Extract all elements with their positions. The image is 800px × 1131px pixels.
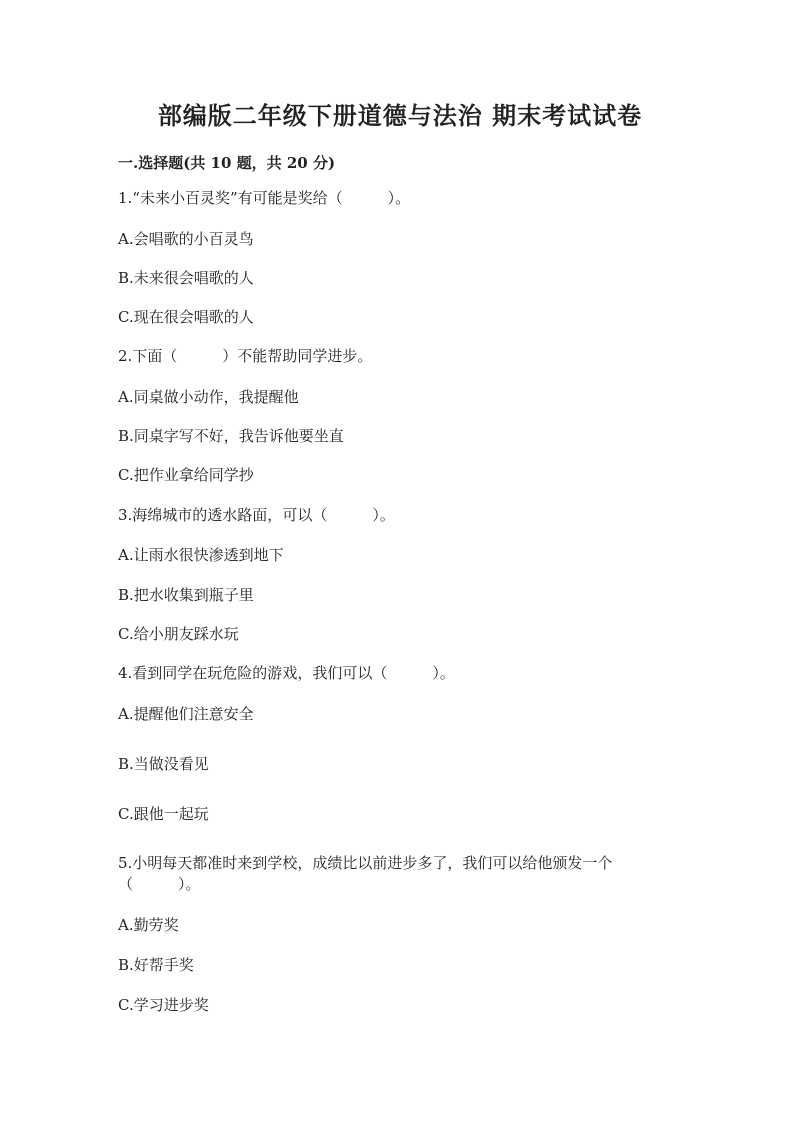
section-heading: 一.选择题(共 10 题，共 20 分) (118, 154, 336, 172)
question-5-stem: 5.小明每天都准时来到学校，成绩比以前进步多了，我们可以给他颁发一个 (118, 854, 613, 872)
question-3-option-a: A.让雨水很快渗透到地下 (118, 546, 284, 564)
question-1-option-b: B.未来很会唱歌的人 (118, 269, 254, 287)
question-4-option-b: B.当做没看见 (118, 755, 209, 773)
question-5-option-a: A.勤劳奖 (118, 916, 179, 934)
question-1-stem: 1.“未来小百灵奖”有可能是奖给（ ）。 (118, 189, 411, 207)
question-4-option-a: A.提醒他们注意安全 (118, 705, 254, 723)
question-1-option-a: A.会唱歌的小百灵鸟 (118, 230, 254, 248)
question-5-stem-continuation: （ ）。 (118, 875, 201, 893)
question-2-option-b: B.同桌字写不好，我告诉他要坐直 (118, 427, 344, 445)
question-3-option-b: B.把水收集到瓶子里 (118, 586, 254, 604)
question-5-option-c: C.学习进步奖 (118, 996, 209, 1014)
question-1-option-c: C.现在很会唱歌的人 (118, 308, 254, 326)
question-3-stem: 3.海绵城市的透水路面，可以（ ）。 (118, 506, 395, 524)
question-4-stem: 4.看到同学在玩危险的游戏，我们可以（ ）。 (118, 664, 455, 682)
question-4-option-c: C.跟他一起玩 (118, 805, 209, 823)
question-2-option-c: C.把作业拿给同学抄 (118, 466, 254, 484)
question-3-option-c: C.给小朋友踩水玩 (118, 625, 239, 643)
page-title: 部编版二年级下册道德与法治 期末考试试卷 (157, 101, 643, 130)
question-2-option-a: A.同桌做小动作，我提醒他 (118, 388, 299, 406)
question-2-stem: 2.下面（ ）不能帮助同学进步。 (118, 347, 373, 365)
question-5-option-b: B.好帮手奖 (118, 956, 194, 974)
